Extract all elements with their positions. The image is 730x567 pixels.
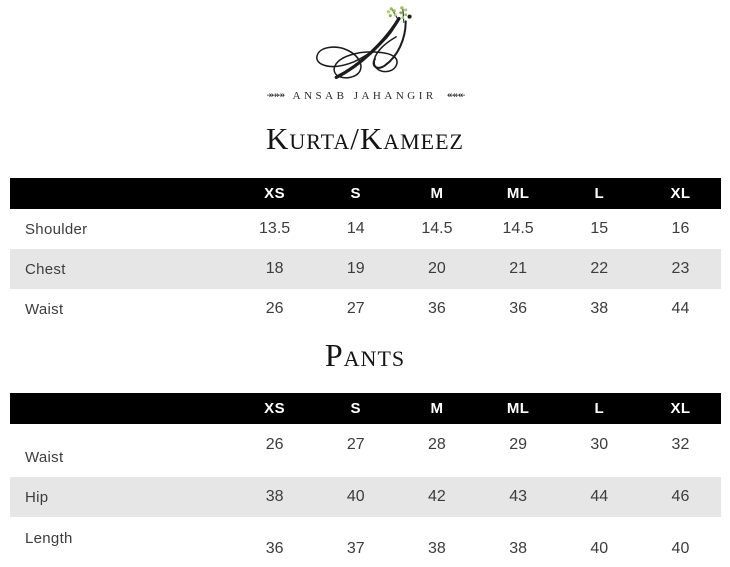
size-value: 40 <box>671 540 690 557</box>
size-value: 37 <box>346 540 365 557</box>
arrow-ornament-right-icon: ↞↞↞ <box>446 91 464 101</box>
kurta-kameez-size-table <box>10 178 721 329</box>
pants-header-empty-cell <box>10 393 234 424</box>
size-value: 36 <box>428 300 446 317</box>
size-column-header: XL <box>670 400 691 417</box>
table-row-length <box>10 517 721 567</box>
size-value: 44 <box>671 300 690 317</box>
size-value: 32 <box>671 435 690 453</box>
table-row-waist-pants <box>10 424 721 477</box>
size-value: 22 <box>590 260 609 277</box>
monogram-dot <box>408 15 412 19</box>
size-value: 14 <box>346 220 365 237</box>
section-title-kurta-kameez: Kurta/Kameez <box>266 121 464 156</box>
size-value: 14.5 <box>421 220 453 237</box>
size-column-header: M <box>430 185 444 202</box>
size-value: 40 <box>590 540 609 557</box>
size-value: 21 <box>509 260 527 277</box>
size-value: 43 <box>509 488 527 505</box>
table-row-waist-kurta <box>10 289 721 329</box>
size-value: 42 <box>428 488 446 505</box>
brand-name: ANSAB JAHANGIR <box>292 90 437 102</box>
row-label: Hip <box>25 488 49 506</box>
row-label: Waist <box>25 300 64 318</box>
size-column-header: ML <box>506 400 530 417</box>
size-value: 38 <box>509 540 527 557</box>
size-column-header: ML <box>506 185 530 202</box>
size-column-header: L <box>594 185 605 202</box>
size-value: 28 <box>428 435 446 453</box>
kurta-header-empty-cell <box>10 178 234 209</box>
row-label: Chest <box>25 260 66 278</box>
row-label: Waist <box>25 449 64 466</box>
size-value: 26 <box>265 435 284 453</box>
size-column-header: M <box>430 400 444 417</box>
size-value: 46 <box>671 488 690 505</box>
size-value: 14.5 <box>502 220 534 237</box>
row-label: Length <box>25 529 73 547</box>
size-value: 38 <box>265 488 284 505</box>
brand-monogram-icon <box>296 6 446 88</box>
size-value: 36 <box>509 300 527 317</box>
size-column-header: XS <box>264 400 285 417</box>
table-row-chest <box>10 249 721 289</box>
brand-logo <box>0 0 730 88</box>
size-value: 27 <box>346 300 365 317</box>
table-row-shoulder <box>10 209 721 249</box>
size-value: 36 <box>265 540 284 557</box>
size-column-header: XS <box>264 185 285 202</box>
size-value: 23 <box>671 260 690 277</box>
size-column-header: XL <box>670 185 691 202</box>
kurta-table-header-row <box>10 178 721 209</box>
size-column-header: L <box>594 400 605 417</box>
size-value: 15 <box>590 220 609 237</box>
size-value: 18 <box>265 260 284 277</box>
row-label: Shoulder <box>25 220 88 238</box>
arrow-ornament-left-icon: ↠↠↠ <box>266 91 284 101</box>
size-value: 30 <box>590 435 609 453</box>
size-value: 20 <box>428 260 446 277</box>
pants-size-table <box>10 393 721 567</box>
size-value: 27 <box>346 435 365 453</box>
size-value: 40 <box>346 488 365 505</box>
size-value: 44 <box>590 488 609 505</box>
size-value: 26 <box>265 300 284 317</box>
size-value: 13.5 <box>259 220 291 237</box>
size-value: 38 <box>428 540 446 557</box>
size-value: 38 <box>590 300 609 317</box>
size-value: 16 <box>671 220 690 237</box>
section-title-pants: Pants <box>324 337 406 373</box>
size-value: 19 <box>346 260 365 277</box>
size-column-header: S <box>350 400 361 417</box>
brand-name-line <box>0 88 730 104</box>
size-column-header: S <box>350 185 361 202</box>
size-value: 29 <box>509 435 527 453</box>
